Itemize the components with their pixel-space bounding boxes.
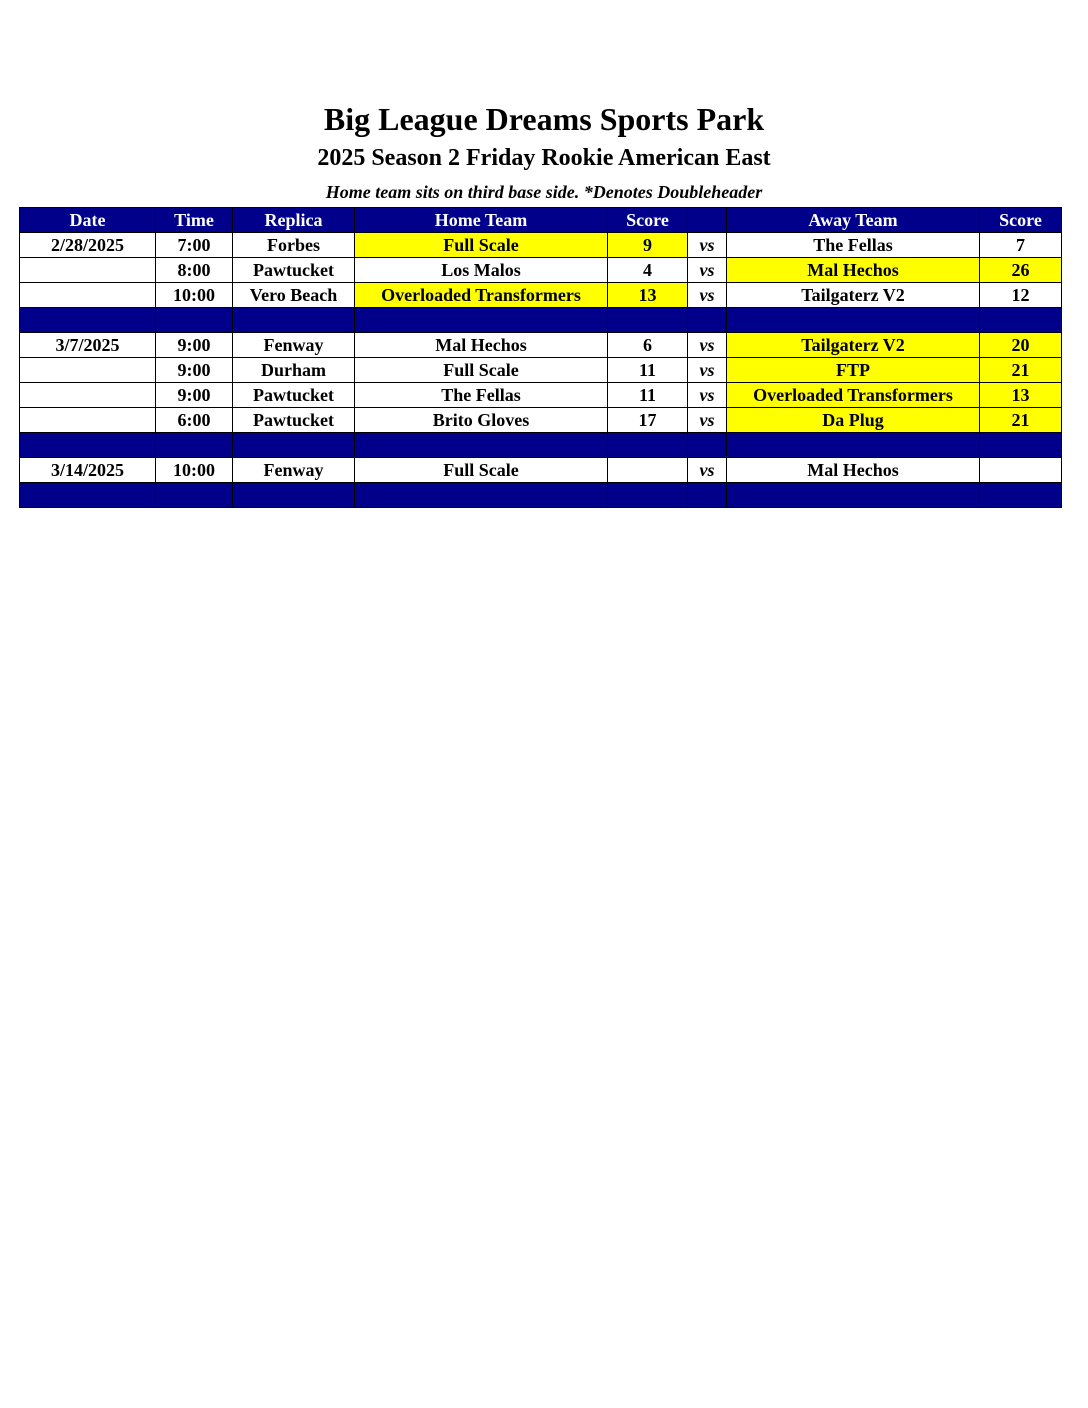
replica-cell: Pawtucket bbox=[233, 408, 355, 433]
away-team-cell: Mal Hechos bbox=[727, 458, 980, 483]
home-team-cell: Full Scale bbox=[355, 458, 608, 483]
table-row bbox=[20, 458, 1062, 483]
home-team-cell: Brito Gloves bbox=[355, 408, 608, 433]
away-team-cell: The Fellas bbox=[727, 233, 980, 258]
away-team-cell: Da Plug bbox=[727, 408, 980, 433]
week-separator-row bbox=[20, 308, 1062, 333]
home-score-cell: 17 bbox=[608, 408, 688, 433]
time-cell: 9:00 bbox=[156, 358, 233, 383]
away-score-cell: 13 bbox=[980, 383, 1062, 408]
away-score-cell bbox=[980, 458, 1062, 483]
replica-cell: Fenway bbox=[233, 333, 355, 358]
replica-cell: Vero Beach bbox=[233, 283, 355, 308]
replica-cell: Pawtucket bbox=[233, 258, 355, 283]
time-cell: 8:00 bbox=[156, 258, 233, 283]
home-team-cell: Mal Hechos bbox=[355, 333, 608, 358]
vs-cell: vs bbox=[688, 333, 727, 358]
vs-cell: vs bbox=[688, 458, 727, 483]
home-score-cell bbox=[608, 458, 688, 483]
time-cell: 10:00 bbox=[156, 458, 233, 483]
time-cell: 7:00 bbox=[156, 233, 233, 258]
home-score-cell: 9 bbox=[608, 233, 688, 258]
date-cell bbox=[20, 283, 156, 308]
column-header-home-score: Score bbox=[608, 208, 688, 233]
away-score-cell: 12 bbox=[980, 283, 1062, 308]
vs-cell: vs bbox=[688, 233, 727, 258]
away-score-cell: 7 bbox=[980, 233, 1062, 258]
home-score-cell: 6 bbox=[608, 333, 688, 358]
page-title: Big League Dreams Sports Park bbox=[323, 101, 765, 137]
table-row bbox=[20, 383, 1062, 408]
away-team-cell: Overloaded Transformers bbox=[727, 383, 980, 408]
column-header-time: Time bbox=[156, 208, 233, 233]
home-team-cell: Los Malos bbox=[355, 258, 608, 283]
replica-cell: Forbes bbox=[233, 233, 355, 258]
date-cell: 3/7/2025 bbox=[20, 333, 156, 358]
replica-cell: Durham bbox=[233, 358, 355, 383]
home-team-cell: Overloaded Transformers bbox=[355, 283, 608, 308]
header-row bbox=[20, 208, 1062, 233]
column-header-vs bbox=[688, 208, 727, 233]
home-team-cell: Full Scale bbox=[355, 358, 608, 383]
table-row bbox=[20, 333, 1062, 358]
column-header-home-team: Home Team bbox=[355, 208, 608, 233]
date-cell: 2/28/2025 bbox=[20, 233, 156, 258]
vs-cell: vs bbox=[688, 258, 727, 283]
table-row bbox=[20, 408, 1062, 433]
vs-cell: vs bbox=[688, 383, 727, 408]
replica-cell: Pawtucket bbox=[233, 383, 355, 408]
home-score-cell: 11 bbox=[608, 383, 688, 408]
time-cell: 9:00 bbox=[156, 333, 233, 358]
table-row bbox=[20, 233, 1062, 258]
vs-cell: vs bbox=[688, 358, 727, 383]
date-cell bbox=[20, 408, 156, 433]
home-score-cell: 4 bbox=[608, 258, 688, 283]
away-score-cell: 21 bbox=[980, 358, 1062, 383]
home-score-cell: 13 bbox=[608, 283, 688, 308]
page-subtitle: 2025 Season 2 Friday Rookie American East bbox=[317, 145, 771, 171]
home-score-cell: 11 bbox=[608, 358, 688, 383]
replica-cell: Fenway bbox=[233, 458, 355, 483]
home-team-cell: The Fellas bbox=[355, 383, 608, 408]
table-row bbox=[20, 358, 1062, 383]
home-team-cell: Full Scale bbox=[355, 233, 608, 258]
away-team-cell: FTP bbox=[727, 358, 980, 383]
vs-cell: vs bbox=[688, 408, 727, 433]
date-cell: 3/14/2025 bbox=[20, 458, 156, 483]
date-cell bbox=[20, 358, 156, 383]
vs-cell: vs bbox=[688, 283, 727, 308]
column-header-replica: Replica bbox=[233, 208, 355, 233]
time-cell: 10:00 bbox=[156, 283, 233, 308]
away-score-cell: 26 bbox=[980, 258, 1062, 283]
schedule-note: Home team sits on third base side. *Denotes Doubleheader bbox=[325, 182, 763, 202]
date-cell bbox=[20, 258, 156, 283]
time-cell: 6:00 bbox=[156, 408, 233, 433]
column-header-away-score: Score bbox=[980, 208, 1062, 233]
table-row bbox=[20, 258, 1062, 283]
column-header-date: Date bbox=[20, 208, 156, 233]
away-score-cell: 21 bbox=[980, 408, 1062, 433]
column-header-away-team: Away Team bbox=[727, 208, 980, 233]
week-separator-row bbox=[20, 483, 1062, 508]
away-team-cell: Tailgaterz V2 bbox=[727, 333, 980, 358]
date-cell bbox=[20, 383, 156, 408]
away-team-cell: Tailgaterz V2 bbox=[727, 283, 980, 308]
away-score-cell: 20 bbox=[980, 333, 1062, 358]
away-team-cell: Mal Hechos bbox=[727, 258, 980, 283]
time-cell: 9:00 bbox=[156, 383, 233, 408]
table-row bbox=[20, 283, 1062, 308]
schedule-table bbox=[19, 207, 1062, 508]
week-separator-row bbox=[20, 433, 1062, 458]
